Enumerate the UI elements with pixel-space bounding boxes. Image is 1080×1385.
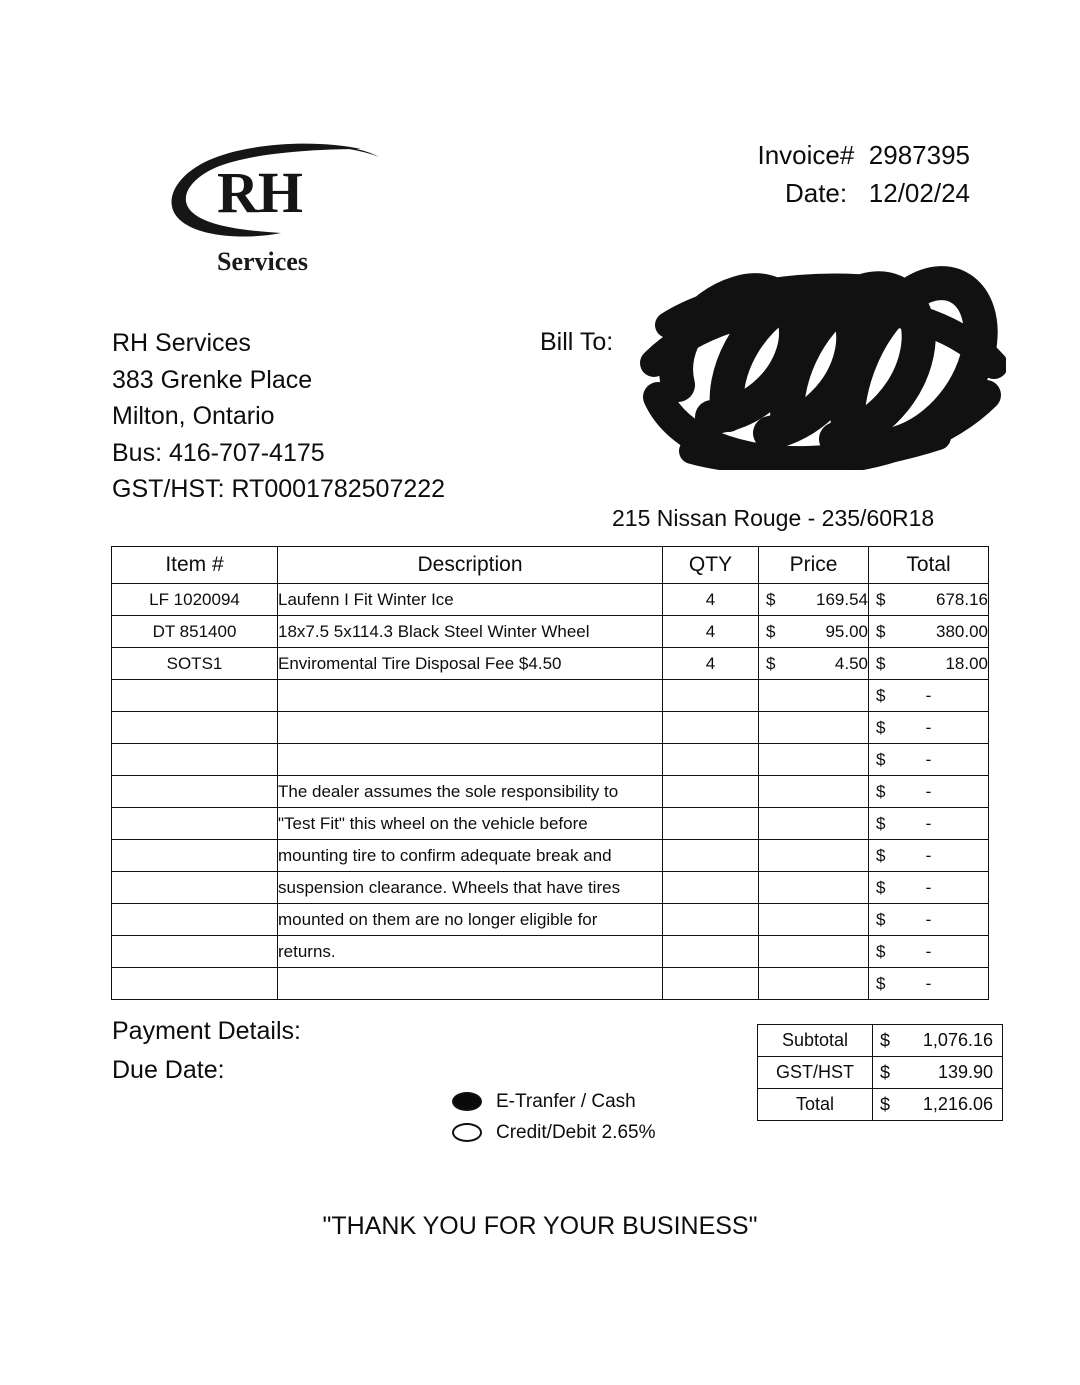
cell-price bbox=[759, 712, 869, 744]
thank-you-note: "THANK YOU FOR YOUR BUSINESS" bbox=[322, 1212, 758, 1240]
table-row bbox=[112, 936, 989, 968]
payment-details-label: Payment Details: bbox=[112, 1017, 301, 1045]
total-label: Total bbox=[758, 1089, 873, 1121]
cell-qty: 4 bbox=[663, 616, 759, 648]
cell-qty bbox=[663, 808, 759, 840]
logo-sub-text: Services bbox=[217, 247, 308, 276]
currency-symbol: $ bbox=[766, 589, 776, 609]
total-amount: - bbox=[925, 909, 932, 929]
cell-description bbox=[278, 712, 663, 744]
cell-description bbox=[278, 744, 663, 776]
total-amount: - bbox=[925, 877, 932, 897]
redaction-scribble bbox=[608, 265, 1006, 470]
column-header-item: Item # bbox=[112, 547, 278, 584]
table-row bbox=[112, 680, 989, 712]
cell-item-number bbox=[112, 968, 278, 1000]
total-amount: 380.00 bbox=[936, 621, 988, 641]
cell-total bbox=[869, 968, 989, 1000]
cell-total bbox=[869, 680, 989, 712]
currency-symbol: $ bbox=[766, 621, 776, 641]
cell-description: "Test Fit" this wheel on the vehicle before bbox=[278, 808, 663, 840]
cell-price bbox=[759, 584, 869, 616]
currency-symbol: $ bbox=[876, 973, 886, 993]
logo-mark-text: RH bbox=[217, 160, 302, 225]
totals-row-tax bbox=[758, 1057, 1003, 1089]
table-header-row bbox=[112, 547, 989, 584]
cell-qty bbox=[663, 712, 759, 744]
subtotal-amount: 1,076.16 bbox=[922, 1030, 993, 1050]
vehicle-description: 215 Nissan Rouge - 235/60R18 bbox=[612, 505, 935, 531]
cell-description bbox=[278, 680, 663, 712]
cell-description: mounting tire to confirm adequate break and bbox=[278, 840, 663, 872]
currency-symbol: $ bbox=[876, 717, 886, 737]
cell-description: Enviromental Tire Disposal Fee $4.50 bbox=[278, 648, 663, 680]
radio-unselected-icon[interactable] bbox=[452, 1123, 482, 1142]
column-header-total: Total bbox=[869, 547, 989, 584]
cell-total bbox=[869, 712, 989, 744]
currency-symbol: $ bbox=[876, 781, 886, 801]
total-amount: - bbox=[925, 941, 932, 961]
tax-value bbox=[873, 1057, 1003, 1089]
cell-qty bbox=[663, 968, 759, 1000]
line-items-table bbox=[111, 546, 989, 1000]
cell-total bbox=[869, 808, 989, 840]
total-amount: - bbox=[925, 813, 932, 833]
cell-item-number: LF 1020094 bbox=[112, 584, 278, 616]
currency-symbol: $ bbox=[880, 1030, 891, 1050]
table-row bbox=[112, 904, 989, 936]
company-city: Milton, Ontario bbox=[112, 402, 275, 430]
currency-symbol: $ bbox=[876, 653, 886, 673]
cell-price bbox=[759, 616, 869, 648]
payment-method-options bbox=[452, 1086, 655, 1148]
radio-selected-icon[interactable] bbox=[452, 1092, 482, 1111]
table-row bbox=[112, 968, 989, 1000]
cell-item-number: SOTS1 bbox=[112, 648, 278, 680]
table-row bbox=[112, 616, 989, 648]
table-row bbox=[112, 584, 989, 616]
price-amount: 4.50 bbox=[834, 653, 868, 673]
price-amount: 169.54 bbox=[816, 589, 868, 609]
bill-to-label: Bill To: bbox=[540, 328, 614, 356]
table-row bbox=[112, 744, 989, 776]
company-phone: Bus: 416-707-4175 bbox=[112, 438, 325, 467]
total-value bbox=[873, 1089, 1003, 1121]
cell-price bbox=[759, 744, 869, 776]
cell-price bbox=[759, 680, 869, 712]
total-amount: - bbox=[925, 973, 932, 993]
currency-symbol: $ bbox=[876, 941, 886, 961]
tax-label: GST/HST bbox=[758, 1057, 873, 1089]
currency-symbol: $ bbox=[876, 909, 886, 929]
cell-price bbox=[759, 808, 869, 840]
invoice-date: Date: 12/02/24 bbox=[784, 177, 970, 208]
cell-item-number bbox=[112, 776, 278, 808]
payment-option-etransfer[interactable] bbox=[452, 1086, 655, 1117]
tax-amount: 139.90 bbox=[937, 1062, 993, 1082]
cell-total bbox=[869, 616, 989, 648]
total-amount: - bbox=[925, 749, 932, 769]
company-address bbox=[112, 325, 445, 508]
cell-total bbox=[869, 840, 989, 872]
currency-symbol: $ bbox=[876, 749, 886, 769]
totals-row-subtotal bbox=[758, 1025, 1003, 1057]
cell-qty bbox=[663, 872, 759, 904]
cell-price bbox=[759, 776, 869, 808]
currency-symbol: $ bbox=[876, 621, 886, 641]
cell-item-number bbox=[112, 872, 278, 904]
column-header-price: Price bbox=[759, 547, 869, 584]
totals-table bbox=[757, 1024, 1003, 1121]
subtotal-label: Subtotal bbox=[758, 1025, 873, 1057]
invoice-number: Invoice# 2987395 bbox=[757, 140, 970, 170]
cell-qty bbox=[663, 936, 759, 968]
currency-symbol: $ bbox=[876, 685, 886, 705]
cell-price bbox=[759, 968, 869, 1000]
total-amount: - bbox=[925, 685, 932, 705]
cell-price bbox=[759, 904, 869, 936]
subtotal-value bbox=[873, 1025, 1003, 1057]
cell-description: suspension clearance. Wheels that have tires bbox=[278, 872, 663, 904]
cell-item-number bbox=[112, 744, 278, 776]
cell-qty bbox=[663, 840, 759, 872]
cell-total bbox=[869, 744, 989, 776]
cell-price bbox=[759, 648, 869, 680]
company-logo bbox=[165, 135, 415, 285]
cell-item-number bbox=[112, 904, 278, 936]
payment-details-block bbox=[112, 1012, 301, 1090]
table-row bbox=[112, 808, 989, 840]
table-row bbox=[112, 776, 989, 808]
totals-row-total bbox=[758, 1089, 1003, 1121]
cell-total bbox=[869, 776, 989, 808]
table-row bbox=[112, 840, 989, 872]
cell-description: 18x7.5 5x114.3 Black Steel Winter Wheel bbox=[278, 616, 663, 648]
currency-symbol: $ bbox=[880, 1062, 891, 1082]
payment-option-credit-debit-label: Credit/Debit 2.65% bbox=[496, 1122, 656, 1143]
currency-symbol: $ bbox=[880, 1094, 891, 1114]
table-row bbox=[112, 648, 989, 680]
company-street: 383 Grenke Place bbox=[112, 365, 313, 394]
cell-price bbox=[759, 872, 869, 904]
cell-qty bbox=[663, 680, 759, 712]
total-amount: - bbox=[925, 845, 932, 865]
cell-description: returns. bbox=[278, 936, 663, 968]
cell-item-number bbox=[112, 680, 278, 712]
total-amount: 18.00 bbox=[945, 653, 988, 673]
cell-item-number bbox=[112, 712, 278, 744]
total-amount: 1,216.06 bbox=[922, 1094, 993, 1114]
total-amount: 678.16 bbox=[936, 589, 988, 609]
table-row bbox=[112, 872, 989, 904]
payment-option-credit-debit[interactable] bbox=[452, 1117, 655, 1148]
cell-total bbox=[869, 936, 989, 968]
currency-symbol: $ bbox=[876, 845, 886, 865]
cell-price bbox=[759, 840, 869, 872]
cell-item-number bbox=[112, 936, 278, 968]
cell-total bbox=[869, 904, 989, 936]
table-row bbox=[112, 712, 989, 744]
due-date-label: Due Date: bbox=[112, 1055, 225, 1084]
cell-total bbox=[869, 648, 989, 680]
company-tax-id: GST/HST: RT0001782507222 bbox=[112, 475, 446, 503]
currency-symbol: $ bbox=[876, 589, 886, 609]
cell-item-number bbox=[112, 808, 278, 840]
invoice-meta bbox=[757, 137, 970, 212]
price-amount: 95.00 bbox=[825, 621, 868, 641]
column-header-description: Description bbox=[278, 547, 663, 584]
currency-symbol: $ bbox=[876, 813, 886, 833]
cell-description bbox=[278, 968, 663, 1000]
cell-total bbox=[869, 584, 989, 616]
cell-description: The dealer assumes the sole responsibility to bbox=[278, 776, 663, 808]
cell-qty: 4 bbox=[663, 648, 759, 680]
cell-price bbox=[759, 936, 869, 968]
currency-symbol: $ bbox=[876, 877, 886, 897]
company-name: RH Services bbox=[112, 329, 251, 357]
cell-description: Laufenn I Fit Winter Ice bbox=[278, 584, 663, 616]
payment-option-etransfer-label: E-Tranfer / Cash bbox=[496, 1091, 636, 1112]
total-amount: - bbox=[925, 717, 932, 737]
currency-symbol: $ bbox=[766, 653, 776, 673]
cell-qty bbox=[663, 776, 759, 808]
cell-qty bbox=[663, 744, 759, 776]
column-header-qty: QTY bbox=[663, 547, 759, 584]
cell-description: mounted on them are no longer eligible for bbox=[278, 904, 663, 936]
cell-qty: 4 bbox=[663, 584, 759, 616]
cell-item-number bbox=[112, 840, 278, 872]
cell-item-number: DT 851400 bbox=[112, 616, 278, 648]
total-amount: - bbox=[925, 781, 932, 801]
cell-total bbox=[869, 872, 989, 904]
cell-qty bbox=[663, 904, 759, 936]
